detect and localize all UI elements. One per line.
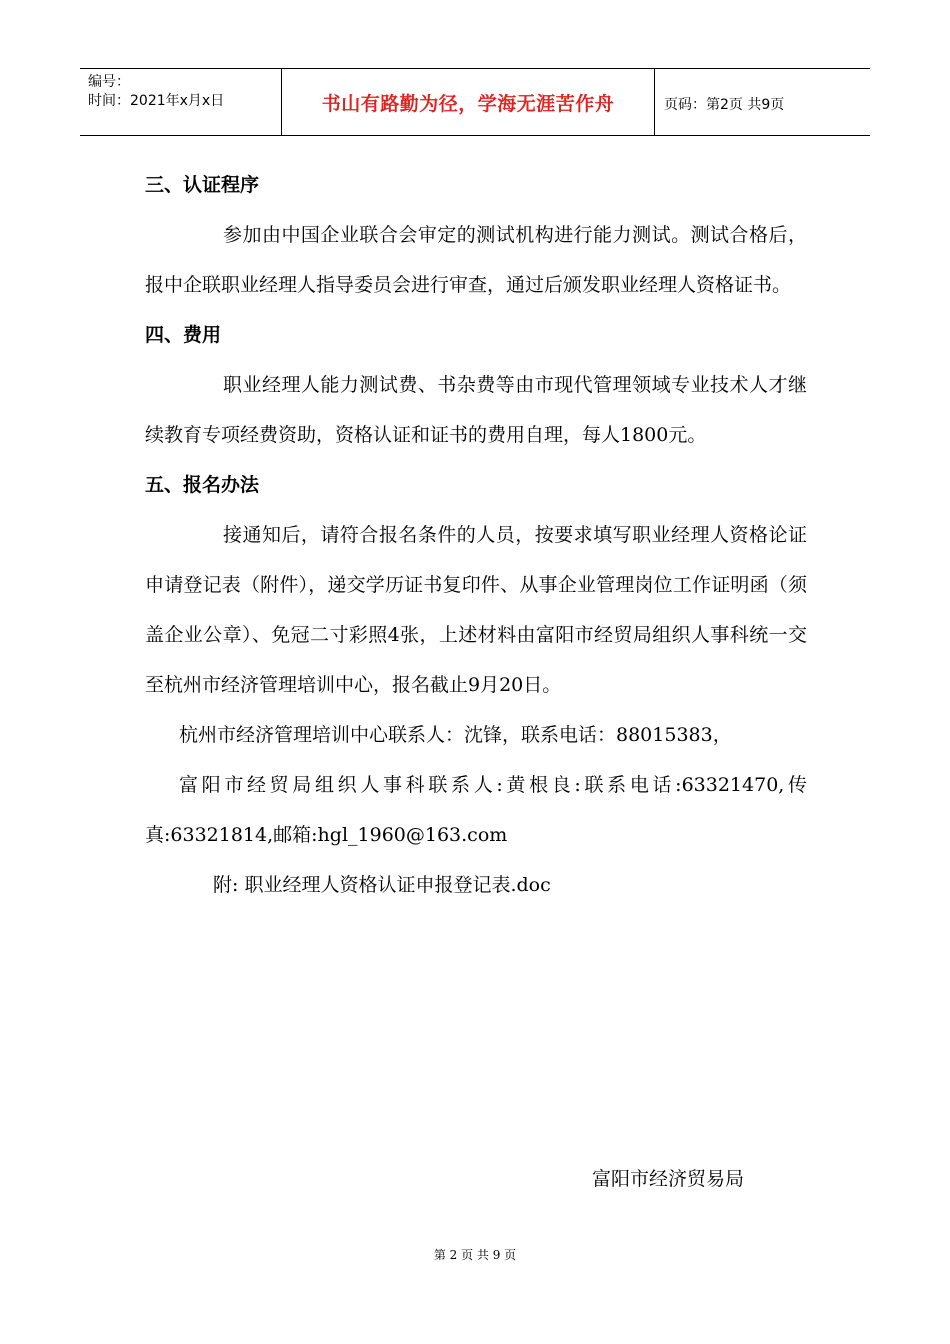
contact-line-fuyang: 富阳市经贸局组织人事科联系人:黄根良:联系电话:63321470,传真:63321814,邮箱:hgl_1960@163.com — [145, 774, 807, 846]
header-motto-cell — [281, 69, 655, 135]
section-paragraph: 参加由中国企业联合会审定的测试机构进行能力测试。测试合格后，报中企联职业经理人指导委员会进行审查，通过后颁发职业经理人资格证书。 — [145, 224, 807, 296]
page-footer: 第 2 页 共 9 页 — [433, 1248, 517, 1262]
section-paragraph: 职业经理人能力测试费、书杂费等由市现代管理领域专业技术人才继续教育专项经费资助，资格认证和证书的费用自理，每人1800元。 — [145, 374, 807, 446]
section-heading-fees: 四、费用 — [145, 324, 222, 346]
attachment-line: 附: 职业经理人资格认证申报登记表.doc — [213, 874, 551, 896]
section-paragraph: 接通知后，请符合报名条件的人员，按要求填写职业经理人资格论证申请登记表（附件），递交学历证书复印件、从事企业管理岗位工作证明函（须盖企业公章）、免冠二寸彩照4张，上述材料由富阳市经贸局组织人事科统一交至杭州市经济管理培训中心，报名截止9月20日。 — [145, 524, 807, 696]
document-body — [145, 160, 807, 910]
contact-line-hangzhou: 杭州市经济管理培训中心联系人：沈锋，联系电话：88015383， — [179, 724, 732, 746]
number-label: 编号： — [88, 74, 130, 90]
motto-text: 书山有路勤为径，学海无涯苦作舟 — [321, 92, 615, 115]
header-page-info: 页码：第2页 共9页 — [664, 97, 785, 113]
header-left-cell — [88, 73, 278, 111]
section-heading-registration: 五、报名办法 — [145, 474, 260, 496]
page-header — [80, 68, 870, 136]
time-label: 时间：2021年x月x日 — [88, 93, 225, 109]
issuer-signature: 富阳市经济贸易局 — [592, 1168, 745, 1190]
section-heading-procedure: 三、认证程序 — [145, 174, 260, 196]
